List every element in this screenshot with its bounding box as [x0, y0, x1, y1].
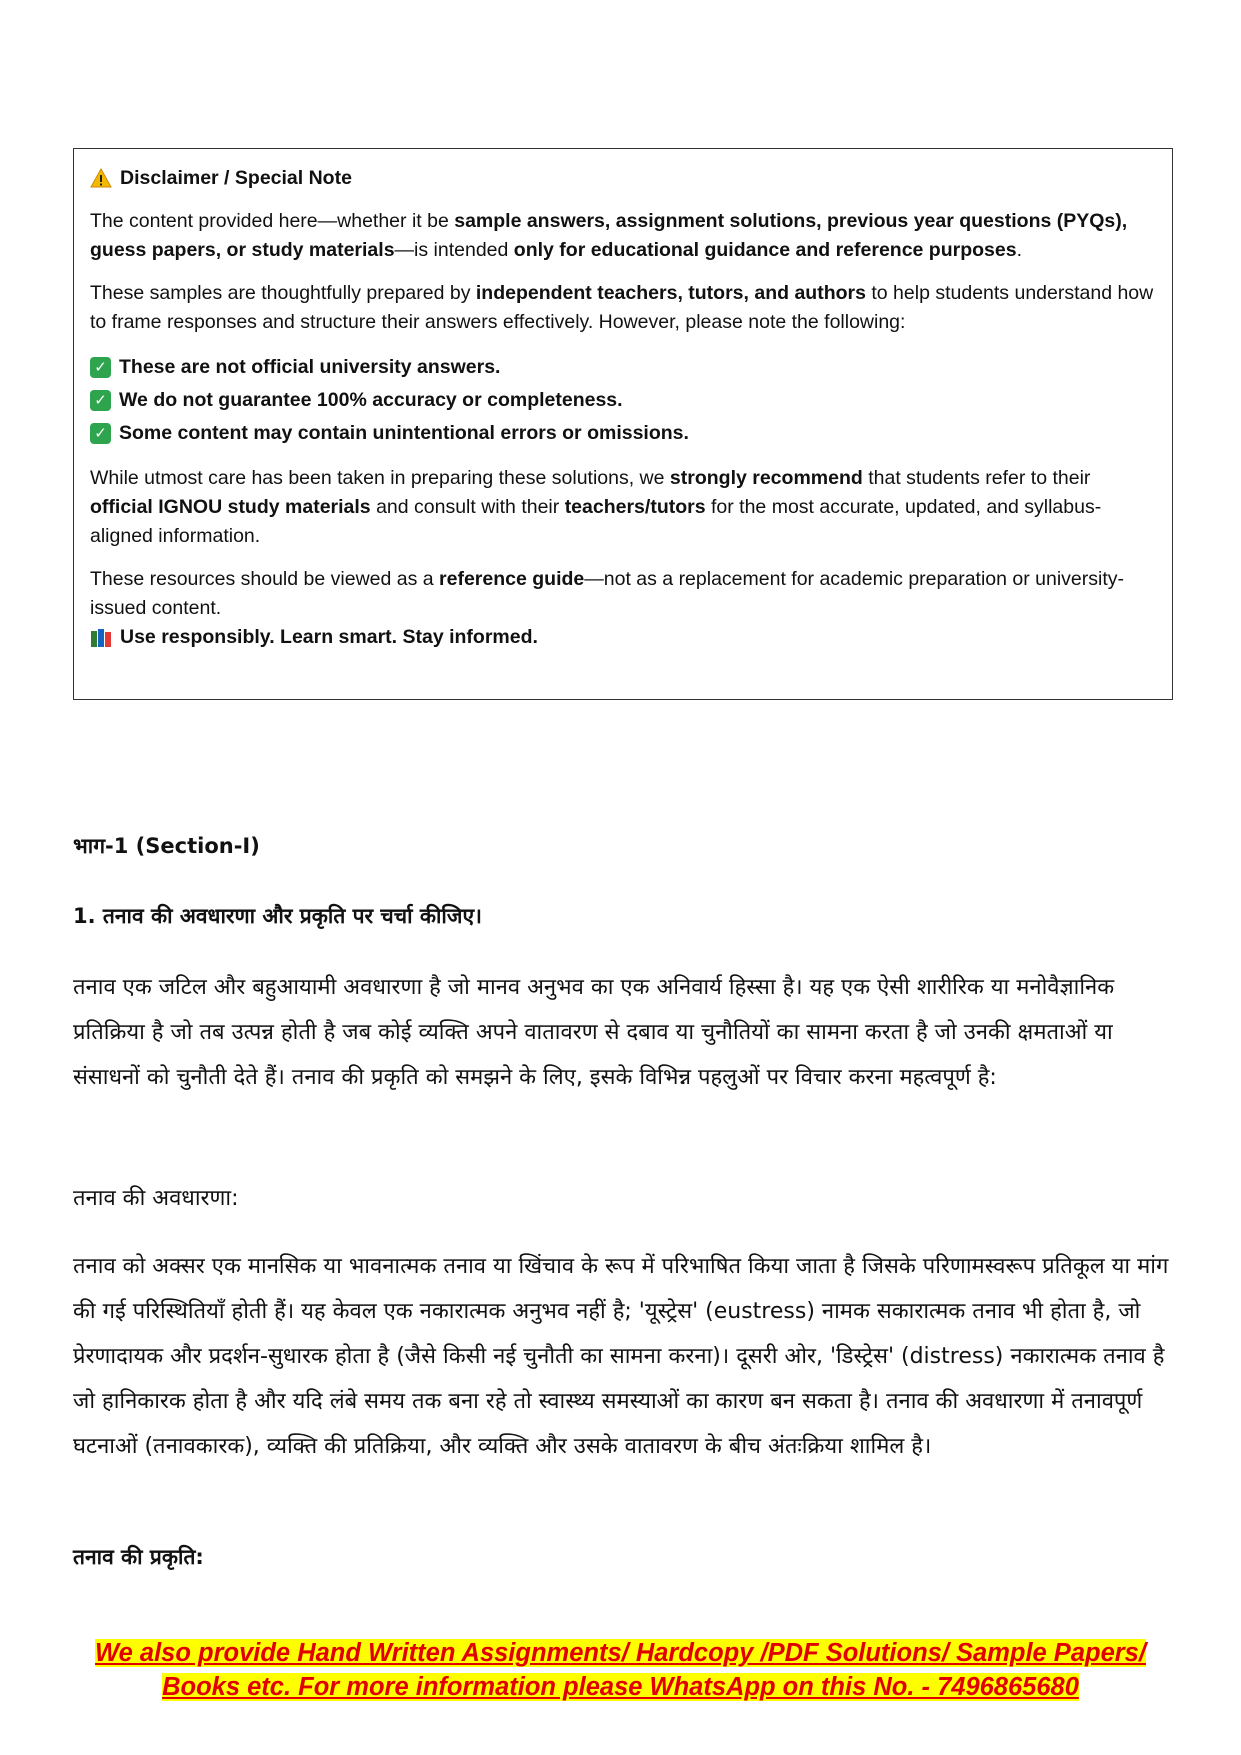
text-run: and consult with their — [370, 496, 565, 518]
check-mark-icon: ✓ — [90, 390, 111, 411]
bold-text: official IGNOU study materials — [90, 496, 371, 518]
disclaimer-paragraph-2 — [90, 279, 1156, 337]
text-run: for the most accurate, updated, and syllabus-aligned information. — [90, 496, 1102, 547]
disclaimer-footer — [90, 623, 1156, 652]
bold-text: reference guide — [439, 568, 585, 590]
check-item — [90, 351, 1156, 384]
bold-text: independent teachers, tutors, and authors — [475, 282, 866, 304]
promo-line-2: Books etc. For more information please WhatsApp on this No. - 7496865680 — [162, 1673, 1079, 1701]
answer-paragraph-1: तनाव एक जटिल और बहुआयामी अवधारणा है जो मानव अनुभव का एक अनिवार्य हिस्सा है। यह एक ऐसी शारीरिक या मनोवैज्ञानिक प्रतिक्रिया है जो तब उत्पन्न होती है जब कोई व्यक्ति अपने वातावरण से दबाव या चुनौतियों का सामना करता है जो उनकी क्षमताओं या संसाधनों को चुनौती देते हैं। तनाव की प्रकृति को समझने के लिए, इसके विभिन्न पहलुओं पर विचार करना महत्वपूर्ण है: — [73, 975, 1115, 1090]
subheading-nature: तनाव की प्रकृति: — [73, 1545, 204, 1569]
promo-banner — [0, 1636, 1241, 1704]
disclaimer-paragraph-4 — [90, 565, 1156, 623]
bold-text: teachers/tutors — [564, 496, 706, 518]
disclaimer-paragraph-1 — [90, 207, 1156, 265]
disclaimer-title: Disclaimer / Special Note — [120, 166, 352, 189]
check-item-text: Some content may contain unintentional errors or omissions. — [119, 422, 689, 444]
disclaimer-box — [73, 148, 1173, 700]
check-mark-icon: ✓ — [90, 423, 111, 444]
text-run: These resources should be viewed as a — [90, 568, 440, 590]
text-run: These samples are thoughtfully prepared by — [90, 282, 476, 304]
check-mark-icon: ✓ — [90, 357, 111, 378]
check-item — [90, 384, 1156, 417]
bold-text: sample answers, assignment solutions, previous year questions (PYQs), guess papers, or study materials — [90, 210, 1128, 261]
subheading-concept: तनाव की अवधारणा: — [73, 1186, 239, 1211]
text-run: that students refer to their — [862, 467, 1091, 489]
text-run: While utmost care has been taken in preparing these solutions, we — [90, 467, 670, 489]
check-item-text: These are not official university answers. — [119, 356, 501, 378]
check-item — [90, 417, 1156, 450]
promo-line-1: We also provide Hand Written Assignments/ Hardcopy /PDF Solutions/ Sample Papers/ — [95, 1639, 1146, 1667]
disclaimer-paragraph-3 — [90, 464, 1156, 551]
text-run: The content provided here—whether it be — [90, 210, 455, 232]
text-run: . — [1016, 239, 1023, 261]
bold-text: only for educational guidance and reference purposes — [513, 239, 1017, 261]
section-heading: भाग-1 (Section-I) — [73, 834, 260, 858]
text-run: —not as a replacement for academic preparation or university-issued content. — [90, 568, 1125, 619]
check-item-text: We do not guarantee 100% accuracy or completeness. — [119, 389, 623, 411]
disclaimer-title-row — [90, 163, 1156, 193]
answer-paragraph-2: तनाव को अक्सर एक मानसिक या भावनात्मक तनाव या खिंचाव के रूप में परिभाषित किया जाता है जिसके परिणामस्वरूप प्रतिकूल या मांग की गई परिस्थितियाँ होती हैं। यह केवल एक नकारात्मक अनुभव नहीं है; 'यूस्ट्रेस' (eustress) नामक सकारात्मक तनाव भी होता है, जो प्रेरणादायक और प्रदर्शन-सुधारक होता है (जैसे किसी नई चुनौती का सामना करना)। दूसरी ओर, 'डिस्ट्रेस' (distress) नकारात्मक तनाव है जो हानिकारक होता है और यदि लंबे समय तक बना रहे तो स्वास्थ्य समस्याओं का कारण बन सकता है। तनाव की अवधारणा में तनावपूर्ण घटनाओं (तनावकारक), व्यक्ति की प्रतिक्रिया, और व्यक्ति और उसके वातावरण के बीच अंतःक्रिया शामिल है। — [73, 1254, 1169, 1459]
disclaimer-footer-text: Use responsibly. Learn smart. Stay informed. — [120, 626, 538, 648]
question-heading: 1. तनाव की अवधारणा और प्रकृति पर चर्चा कीजिए। — [73, 904, 483, 928]
books-icon — [90, 628, 112, 648]
text-run: —is intended — [394, 239, 514, 261]
warning-icon — [90, 168, 112, 188]
bold-text: strongly recommend — [669, 467, 863, 489]
disclaimer-checklist — [90, 351, 1156, 450]
text-run: to help students understand how to frame responses and structure their answers effectively. However, please note the following: — [90, 282, 1154, 333]
